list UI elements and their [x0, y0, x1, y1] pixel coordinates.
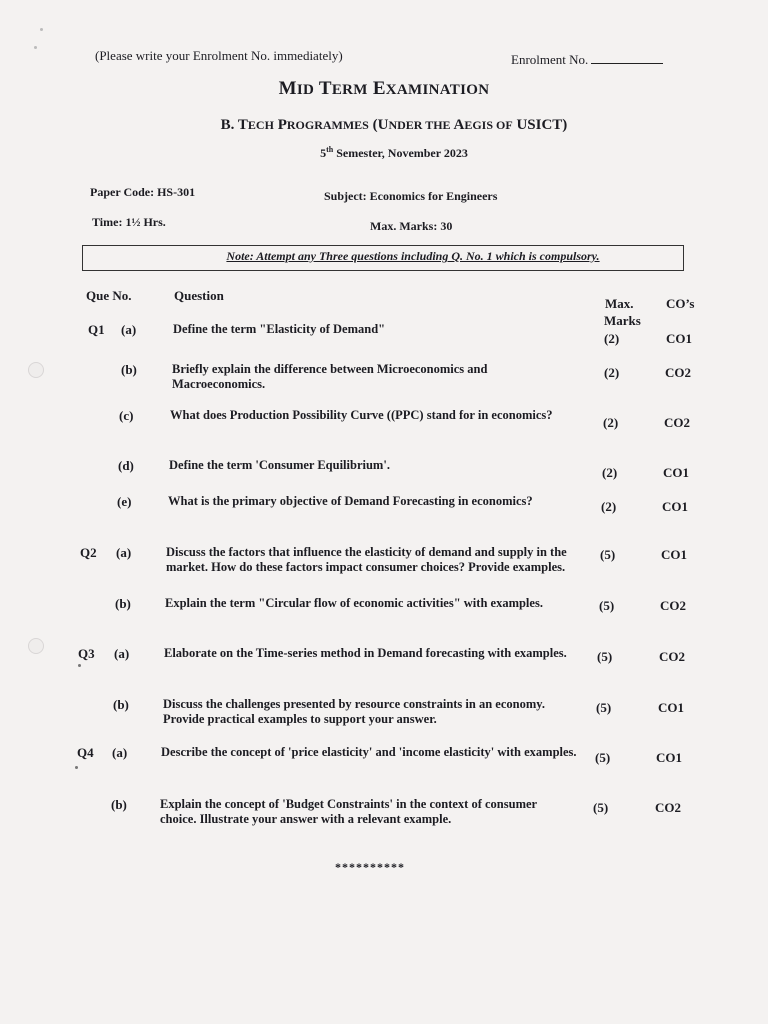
question-text: Explain the concept of 'Budget Constraints' in the context of consumer choice. Illustrate your answer with a relevant example.	[160, 797, 537, 826]
course-outcome: CO1	[661, 547, 687, 562]
col-max-marks-line2: Marks	[604, 313, 641, 328]
max-marks: Max. Marks: 30	[370, 219, 453, 233]
question-number: Q2	[80, 545, 97, 560]
punch-hole	[28, 638, 44, 654]
question-marks: (5)	[600, 547, 616, 562]
question-part-label: (b)	[111, 797, 127, 812]
course-outcome: CO1	[656, 750, 682, 765]
enrolment-instruction: (Please write your Enrolment No. immediately)	[95, 48, 343, 63]
enrolment-label: Enrolment No.	[511, 52, 589, 67]
course-outcome: CO1	[658, 700, 684, 715]
scan-speck	[75, 766, 78, 769]
question-marks: (5)	[593, 800, 609, 815]
question-part-label: (b)	[113, 697, 129, 712]
question-part-label: (a)	[121, 322, 137, 337]
course-outcome: CO1	[663, 465, 689, 480]
question-marks: (5)	[595, 750, 611, 765]
col-cos: CO’s	[666, 296, 695, 311]
question-text: Briefly explain the difference between Microeconomics and Macroeconomics.	[172, 362, 488, 391]
question-part-label: (e)	[117, 494, 132, 509]
question-text: Discuss the factors that influence the elasticity of demand and supply in the market. How do these factors impact consumer choices? Provide examples.	[166, 545, 567, 574]
question-text: Elaborate on the Time-series method in Demand forecasting with examples.	[164, 646, 567, 660]
question-number: Q4	[77, 745, 94, 760]
question-marks: (5)	[597, 649, 613, 664]
scan-speck	[40, 28, 43, 31]
course-outcome: CO2	[655, 800, 681, 815]
question-text: Explain the term "Circular flow of economic activities" with examples.	[165, 596, 543, 610]
question-part-label: (c)	[119, 408, 134, 423]
col-max-marks-line1: Max.	[605, 296, 634, 311]
question-number: Q1	[88, 322, 105, 337]
question-text: Define the term 'Consumer Equilibrium'.	[169, 458, 390, 472]
exam-title: MID TERM EXAMINATION	[278, 78, 490, 99]
question-text: Discuss the challenges presented by resource constraints in an economy. Provide practical examples to support your answer.	[163, 697, 545, 726]
question-marks: (5)	[596, 700, 612, 715]
time-allowed: Time: 1½ Hrs.	[92, 215, 166, 229]
course-outcome: CO1	[666, 331, 692, 346]
punch-hole	[28, 362, 44, 378]
question-part-label: (d)	[118, 458, 134, 473]
question-marks: (5)	[599, 598, 615, 613]
question-marks: (2)	[602, 465, 618, 480]
programme-title: B. TECH PROGRAMMES (UNDER THE AEGIS OF USICT)	[220, 117, 568, 133]
course-outcome: CO2	[664, 415, 690, 430]
course-outcome: CO2	[659, 649, 685, 664]
note-box	[82, 245, 684, 271]
note-text: Note: Attempt any Three questions including Q. No. 1 which is compulsory.	[226, 249, 600, 263]
question-part-label: (a)	[112, 745, 128, 760]
enrolment-blank	[591, 53, 663, 64]
course-outcome: CO2	[665, 365, 691, 380]
scan-speck	[34, 46, 37, 49]
col-question: Question	[174, 288, 224, 303]
question-text: What does Production Possibility Curve ((PPC) stand for in economics?	[170, 408, 553, 422]
question-part-label: (b)	[115, 596, 131, 611]
question-marks: (2)	[601, 499, 617, 514]
paper-code: Paper Code: HS-301	[90, 185, 196, 199]
question-part-label: (b)	[121, 362, 137, 377]
enrolment-field	[511, 52, 663, 68]
semester-line: 5th Semester, November 2023	[320, 145, 468, 160]
question-text: Describe the concept of 'price elasticity' and 'income elasticity' with examples.	[161, 745, 577, 759]
subject: Subject: Economics for Engineers	[324, 189, 498, 203]
question-number: Q3	[78, 646, 95, 661]
question-marks: (2)	[603, 415, 619, 430]
question-marks: (2)	[604, 331, 620, 346]
scan-speck	[78, 664, 81, 667]
course-outcome: CO1	[662, 499, 688, 514]
question-part-label: (a)	[116, 545, 132, 560]
question-text: Define the term "Elasticity of Demand"	[173, 322, 386, 336]
question-part-label: (a)	[114, 646, 130, 661]
col-que-no: Que No.	[86, 288, 132, 303]
question-marks: (2)	[604, 365, 620, 380]
course-outcome: CO2	[660, 598, 686, 613]
question-text: What is the primary objective of Demand Forecasting in economics?	[168, 494, 533, 508]
end-of-paper: **********	[335, 860, 405, 874]
